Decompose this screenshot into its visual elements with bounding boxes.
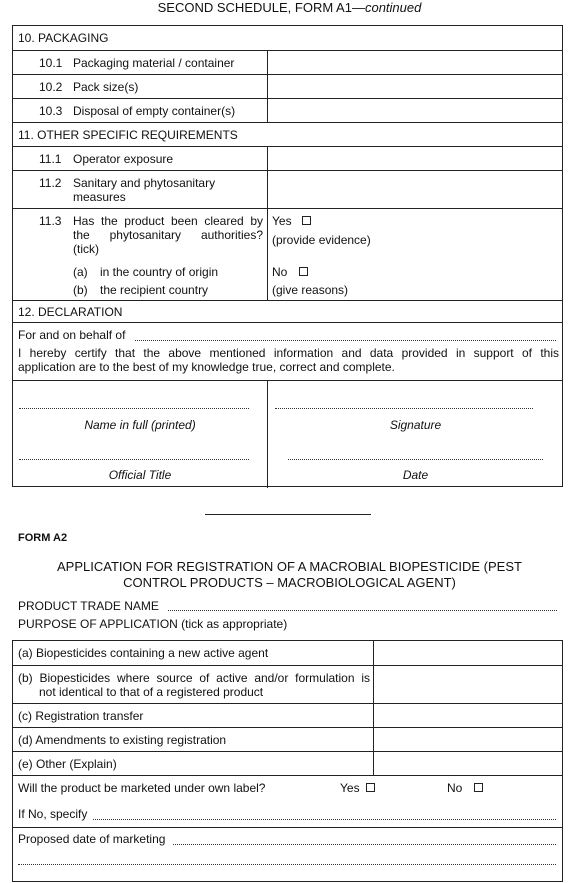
purpose-row-c [13, 703, 562, 727]
purpose-d-label: (d) Amendments to existing registration [18, 733, 227, 747]
trade-name-label: PRODUCT TRADE NAME [18, 599, 159, 613]
item-11-3-number: 11.3 [39, 214, 62, 228]
purpose-e-label: (e) Other (Explain) [18, 757, 117, 771]
schedule-header-prefix: SECOND SCHEDULE, FORM A1— [157, 0, 365, 15]
divider [373, 666, 374, 703]
purpose-d-tick[interactable] [375, 728, 562, 751]
purpose-b-label-line1: (b) Biopesticides where source of active and/or formulation is [18, 671, 370, 685]
item-10-1-label: Packaging material / container [73, 56, 235, 70]
divider [267, 171, 268, 208]
no-option[interactable] [272, 265, 308, 279]
purpose-label: PURPOSE OF APPLICATION (tick as appropriate) [18, 617, 288, 631]
divider [267, 99, 268, 122]
divider [373, 704, 374, 727]
item-10-1-number: 10.1 [39, 56, 63, 70]
question-11-3-line2: the phytosanitary authorities? [73, 228, 263, 242]
trade-name-field[interactable] [168, 610, 557, 611]
packaging-material-field[interactable] [269, 51, 562, 74]
section-11-title: 11. OTHER SPECIFIC REQUIREMENTS [18, 128, 238, 142]
no-label: No [272, 265, 288, 279]
marketing-row [13, 775, 562, 827]
section-separator [205, 514, 371, 515]
schedule-header [0, 0, 579, 15]
purpose-e-tick[interactable] [375, 752, 562, 775]
marketed-yes-label: Yes [340, 781, 360, 795]
declaration-text-row [13, 322, 562, 380]
yes-label: Yes [272, 214, 292, 228]
row-10-1 [13, 50, 562, 74]
item-11-1-number: 11.1 [39, 152, 62, 166]
item-11-2-label-line1: Sanitary and phytosanitary [73, 176, 216, 190]
divider [373, 728, 374, 751]
purpose-row-a [13, 641, 562, 665]
row-11-1 [13, 146, 562, 170]
purpose-row-b [13, 665, 562, 703]
divider [267, 381, 268, 488]
option-a-text: in the country of origin [100, 265, 219, 279]
divider [267, 147, 268, 170]
title-label: Official Title [108, 468, 172, 482]
section-10-row [13, 26, 562, 50]
divider [373, 641, 374, 665]
item-11-2-label-line2: measures [73, 190, 126, 204]
purpose-b-label-line2: not identical to that of a registered product [39, 685, 264, 699]
question-11-3-line1: Has the product been cleared by [73, 214, 263, 228]
if-no-field[interactable] [93, 819, 556, 820]
marketed-yes-option[interactable] [340, 781, 375, 795]
purpose-table [12, 640, 563, 882]
no-note: (give reasons) [272, 283, 349, 297]
disposal-field[interactable] [269, 99, 562, 122]
row-10-2 [13, 74, 562, 98]
date-field[interactable] [288, 459, 543, 460]
certify-line1: I hereby certify that the above mentioned information and data provided in support of this [18, 346, 559, 360]
option-a-marker: (a) [73, 265, 88, 279]
item-10-3-number: 10.3 [39, 104, 63, 118]
date-label: Date [402, 468, 429, 482]
divider [267, 51, 268, 74]
schedule-header-continued: continued [364, 0, 422, 15]
section-12-title: 12. DECLARATION [18, 305, 123, 319]
if-no-label: If No, specify [18, 807, 88, 821]
yes-option[interactable] [272, 214, 311, 228]
signature-field[interactable] [275, 408, 533, 409]
divider [267, 209, 268, 300]
form-a2-title [0, 559, 579, 591]
title-field[interactable] [19, 459, 249, 460]
certify-line2: application are to the best of my knowledge true, correct and complete. [18, 360, 395, 374]
form-a2-title-line2: CONTROL PRODUCTS – MACROBIOLOGICAL AGENT) [123, 575, 456, 590]
pack-size-field[interactable] [269, 75, 562, 98]
option-b-text: the recipient country [100, 283, 209, 297]
proposed-date-extra-line[interactable] [18, 864, 556, 865]
signature-row [13, 380, 562, 488]
section-10-title: 10. PACKAGING [18, 31, 109, 45]
row-11-2 [13, 170, 562, 208]
item-11-2-number: 11.2 [39, 176, 62, 190]
row-11-3 [13, 208, 562, 300]
purpose-row-d [13, 727, 562, 751]
proposed-date-field[interactable] [173, 844, 556, 845]
proposed-date-row [13, 827, 562, 883]
item-10-3-label: Disposal of empty container(s) [73, 104, 236, 118]
sanitary-measures-field[interactable] [269, 171, 562, 208]
option-b-marker: (b) [73, 283, 88, 297]
name-field[interactable] [19, 408, 249, 409]
marketed-question: Will the product be marketed under own label? [18, 781, 266, 795]
form-a2-code: FORM A2 [18, 532, 68, 544]
behalf-field[interactable] [135, 340, 556, 341]
item-10-2-label: Pack size(s) [73, 80, 139, 94]
proposed-date-label: Proposed date of marketing [18, 832, 166, 846]
purpose-row-e [13, 751, 562, 775]
operator-exposure-field[interactable] [269, 147, 562, 170]
signature-label: Signature [389, 418, 442, 432]
purpose-c-label: (c) Registration transfer [18, 709, 144, 723]
divider [267, 75, 268, 98]
purpose-c-tick[interactable] [375, 704, 562, 727]
purpose-a-label: (a) Biopesticides containing a new active agent [18, 646, 269, 660]
marketed-no-option[interactable] [447, 781, 483, 795]
question-11-3-line3: (tick) [73, 242, 99, 256]
marketed-yes-checkbox[interactable] [366, 783, 375, 792]
purpose-b-tick[interactable] [375, 666, 562, 703]
row-10-3 [13, 98, 562, 122]
item-10-2-number: 10.2 [39, 80, 63, 94]
section-11-row [13, 122, 562, 146]
form-a1-table [12, 25, 563, 487]
behalf-label: For and on behalf of [18, 328, 126, 342]
divider [373, 752, 374, 775]
purpose-a-tick[interactable] [375, 641, 562, 665]
no-checkbox[interactable] [299, 267, 308, 276]
marketed-no-checkbox[interactable] [474, 783, 483, 792]
item-11-1-label: Operator exposure [73, 152, 174, 166]
yes-note: (provide evidence) [272, 233, 371, 247]
form-a2-title-line1: APPLICATION FOR REGISTRATION OF A MACROBIAL BIOPESTICIDE (PEST [57, 559, 522, 574]
marketed-no-label: No [447, 781, 463, 795]
section-12-row [13, 300, 562, 322]
yes-checkbox[interactable] [302, 216, 311, 225]
name-label: Name in full (printed) [84, 418, 196, 432]
